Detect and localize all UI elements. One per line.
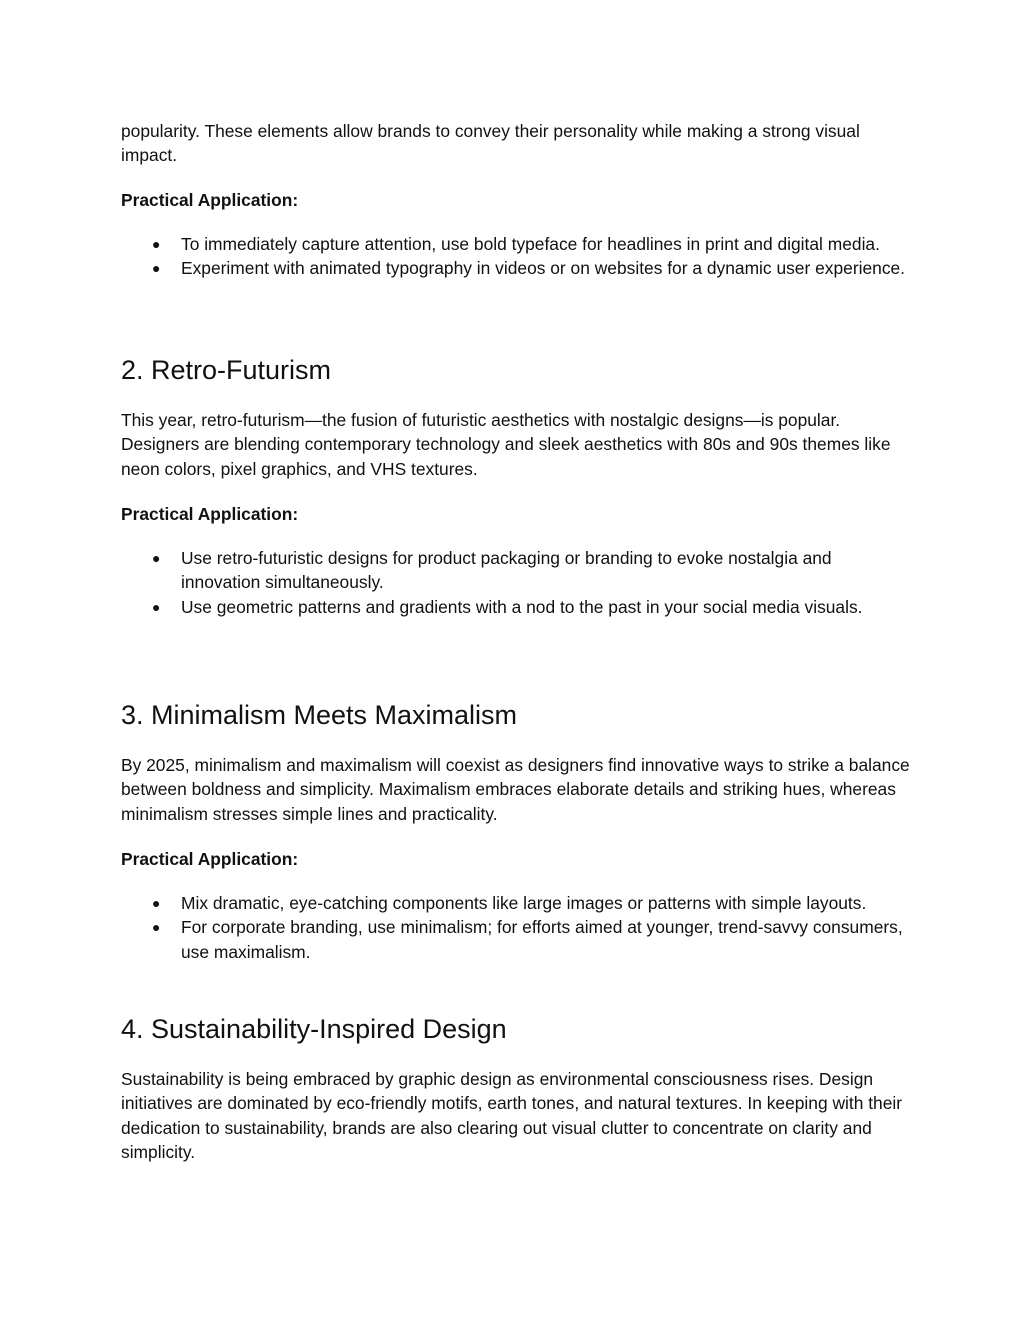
section-heading: 4. Sustainability-Inspired Design (121, 1014, 507, 1044)
bullet-icon: ● (152, 260, 161, 277)
list-item: ● For corporate branding, use minimalism; for efforts aimed at younger, trend-savvy consumers, use maximalism. (152, 917, 903, 962)
practical-application-label: Practical Application: (121, 849, 299, 869)
bullet-list (121, 891, 911, 964)
practical-application-label: Practical Application: (121, 190, 299, 210)
bullet-icon: ● (152, 550, 161, 566)
section-body: Sustainability is being embraced by graphic design as environmental consciousness rises. Design initiatives are dominated by eco-friendly motifs, earth tones, and natural textures. In keeping with their dedication to sustainability, brands are also clearing out visual clutter to concentrate on clarity and simplicity. (121, 1069, 903, 1163)
bullet-icon: ● (152, 895, 161, 911)
list-item: ● Mix dramatic, eye-catching components like large images or patterns with simple layouts. (121, 891, 911, 915)
list-item: ● Experiment with animated typography in videos or on websites for a dynamic user experience. (121, 256, 911, 280)
intro-paragraph: popularity. These elements allow brands to convey their personality while making a strong visual impact. (121, 121, 860, 166)
section-heading: 2. Retro-Futurism (121, 355, 332, 385)
list-item: ● Use retro-futuristic designs for product packaging or branding to evoke nostalgia and innovation simultaneously. (152, 548, 832, 593)
practical-application-label: Practical Application: (121, 504, 299, 524)
list-item: ● Use geometric patterns and gradients with a nod to the past in your social media visuals. (121, 595, 911, 619)
bullet-list (121, 232, 911, 281)
section-body: By 2025, minimalism and maximalism will coexist as designers find innovative ways to strike a balance between boldness and simplicity. Maximalism embraces elaborate details and striking hues, whereas minimalism stresses simple lines and practicality. (121, 755, 910, 824)
list-item: ● To immediately capture attention, use bold typeface for headlines in print and digital media. (121, 232, 911, 256)
bullet-icon: ● (152, 598, 161, 615)
section-heading: 3. Minimalism Meets Maximalism (121, 700, 518, 730)
bullet-list (121, 546, 911, 619)
section-body: This year, retro-futurism—the fusion of futuristic aesthetics with nostalgic designs—is popular. Designers are blending contemporary technology and sleek aesthetics with 80s and 90s themes like neon colors, pixel graphics, and VHS textures. (121, 410, 891, 479)
bullet-icon: ● (152, 919, 161, 936)
bullet-icon: ● (152, 236, 161, 252)
